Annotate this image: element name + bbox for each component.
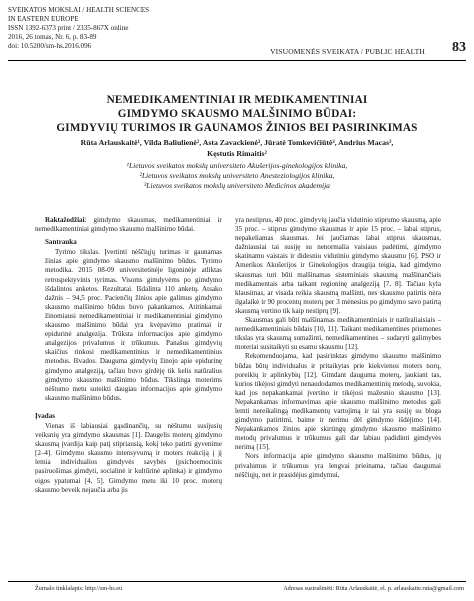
keywords-label: Raktažodžiai [45, 216, 85, 224]
affiliation: ³Lietuvos sveikatos mokslų universiteto Medicinos akademija [144, 181, 330, 190]
summary-text: Tyrimo tikslas. Įvertinti nėščiųjų turimas ir gaunamas žinias apie gimdymo skausmo malšinimo būdus. Tyrimo metodika. 2015 08-09 universitetinėje ligoninėje atliktas retrospektyvinis tyrimas. Visoms gimdyvėms po gimdymo išdalintos anketos. Rezultatai. Išdalinta 110 anketų. Atsako dažnis – 94,5 proc. Pacienčių žinios apie galimus gimdymo skausmo malšinimo būdus buvo pakankamos. Atitinkamai žinomiausi nemedikamentiniai ir medikamentiniai gimdymo skausmo malšinimo būdai yra kvėpavimo pratimai ir epidurinė analgezija. Trūksta informacijos apie gimdymo analgezijos privalumus ir trūkumus. Panašus gimdyvių skaičius rinkosi medikamentinius ir nemedikamentinius metodus. Išvados. Dauguma gimdyvių žinojo apie epidurinę gimdymo analgeziją, tačiau buvo girdėję tik kelis natūralius gimdymo skausmo malšinimo būdus. Tikslinga moterims nėštumo metu suteikti daugiau informacijos apie gimdymo skausmo malšinimo būdus. [45, 248, 222, 402]
header-divider [8, 60, 466, 61]
footer-divider [8, 581, 466, 582]
body-paragraph: yra nestiprus, 40 proc. gimdyvių jaučia vidutinio stiprumo skausmą, apie 35 proc. – stiprus gimdymo skausmas ir apie 15 proc. – labai stiprus, nepakeliamas skausmas. Jei jaučiamas labai stiprus skausmas, dažniausiai tai susiję su nenormalia vaisiaus padėtimi, gimdymo skatinamu vaistais ir didesniu vidutiniu gimdymo skausmu [6]. PSO ir Amerikos Akušerijos ir Ginekologijos draugija teigia, kad gimdymo skausmas turi būti malšinamas sisteminiais skausmą malšinančiais medikamentais arba taikant regioninę analgeziją [7, 8]. Tačiau kyla klausimas, ar visada reikia skausmą malšinti, nes skausmo patirtis nėra ilgalaikė ir 90 procentų moterų per 3 mėnesius po gimdymo savo patirtą skausmą vertino tik kaip nestiprų [9]. [235, 216, 441, 315]
footer-journal-url: Žurnalo tinklalapis: http://sm-hs.eu [35, 585, 123, 592]
footer-contact: Adresas susirašinėti: Rūta Arlauskaitė, el. p. arlauskaite.ruta@gmail.com [283, 585, 464, 592]
title-line: GIMDYVIŲ TURIMOS IR GAUNAMOS ŽINIOS BEI PASIRINKIMAS [56, 122, 418, 134]
authors [12, 138, 462, 159]
summary-heading: Santrauka [45, 238, 77, 247]
affiliations [0, 161, 474, 191]
title-line: NEMEDIKAMENTINIAI IR MEDIKAMENTINIAI [106, 94, 368, 106]
left-column [35, 216, 222, 495]
page-header [8, 6, 466, 68]
page-number: 83 [452, 40, 466, 55]
running-title: VISUOMENĖS SVEIKATA / PUBLIC HEALTH [270, 47, 425, 56]
journal-line: doi: 10.5200/sm-hs.2016.096 [8, 42, 92, 50]
keywords-text: : gimdymo skausmas, medikamentiniai ir nemedikamentiniai gimdymo skausmo malšinimo būdai. [35, 216, 222, 234]
journal-line: ISSN 1392-6373 print / 2335-867X online [8, 24, 129, 32]
journal-info [8, 6, 149, 51]
intro-heading: Įvadas [35, 411, 55, 420]
right-column [235, 216, 441, 480]
authors-line: Rūta Arlauskaitė¹, Vilda Baliulienė², Asta Zavackienė³, Jūratė Tomkevičiūtė³, Andrius Macas², [80, 138, 394, 147]
body-paragraph: Rekomenduojama, kad pasirinktas gimdymo skausmo malšinimo būdas būtų individualus ir pritaikytas prie kiekvienos moters norų, poreikių ir aplinkybių [12]. Gimdant dauguma moterų, jaukiant tas, kurios tikėjosi gimdyti nenaudodamos medikamentinių metodų, suvokia, kad jos nepakankamai įvertino ir tikėjosi mažesnio skausmo [13]. Nepakankamas informavimas apie skausmo malšinimo metodus gali lemti nereikalingą medikamentų vartojimą ir tai yra susiję su bloga gimdymo patirtimi, baime ir nerimu dėl gimdymo išdėjimo [14]. Nepakankamos žinios apie skirtingų gimdymo skausmo malšinimo metodų privalumus ir trūkumus gali dar labiau padidinti gimdyvės nerimą [15]. [235, 352, 441, 452]
intro-text: Vienas iš labiausiai gąsdinančių, su nėštumu susijusių veiksnių yra gimdymo skausmas [1]. Daugelis moterų gimdymo skausmą įvardija kaip patį stipriausią, kokį teko patirti gyvenime [2–4]. Gimdymo skausmo intensyvumą ir moters reakciją į jį lemia individualios gimdyvės savybės (psichoemocinis pasiruošimas gimdyti, socialinė ir kultūrinė aplinka) ir gimdymo eigos ypatumai [4, 5]. Gimdymo metu iki 10 proc. moterų skausmo beveik nejaučia arba jis [35, 421, 222, 494]
keywords [35, 216, 222, 234]
journal-line: IN EASTERN EUROPE [8, 15, 79, 23]
journal-line: SVEIKATOS MOKSLAI / HEALTH SCIENCES [8, 6, 150, 14]
body-paragraph: Skausmas gali būti malšinamas medikamentiniais ir natūraliaisiais – nemedikamentiniais būdais [10, 11]. Taikant medikamentines priemones tikslas yra skausmą sumažinti, nemedikamentines – sudaryti galimybes moteriai susitaikyti su esamu skausmu [12]. [235, 316, 441, 352]
summary-block [35, 238, 222, 403]
article-title [0, 93, 474, 135]
body-paragraph: Nors informacija apie gimdymo skausmo malšinimo būdus, jų privalumus ir trūkumus yra lengvai prieinama, tačiau daugumai nėščiųjų, net ir prasidėjus gimdymui, [235, 452, 441, 479]
affiliation: ²Lietuvos sveikatos mokslų universiteto Anesteziologijos klinika, [139, 171, 335, 180]
authors-line: Kęstutis Rimaitis² [207, 148, 267, 158]
title-line: GIMDYMO SKAUSMO MALŠINIMO BŪDAI: [117, 108, 357, 120]
journal-line: 2016, 26 tomas, Nr. 6, p. 83-89 [8, 33, 97, 41]
affiliation: ¹Lietuvos sveikatos mokslų universiteto Akušerijos-ginekologijos klinika, [126, 161, 348, 170]
